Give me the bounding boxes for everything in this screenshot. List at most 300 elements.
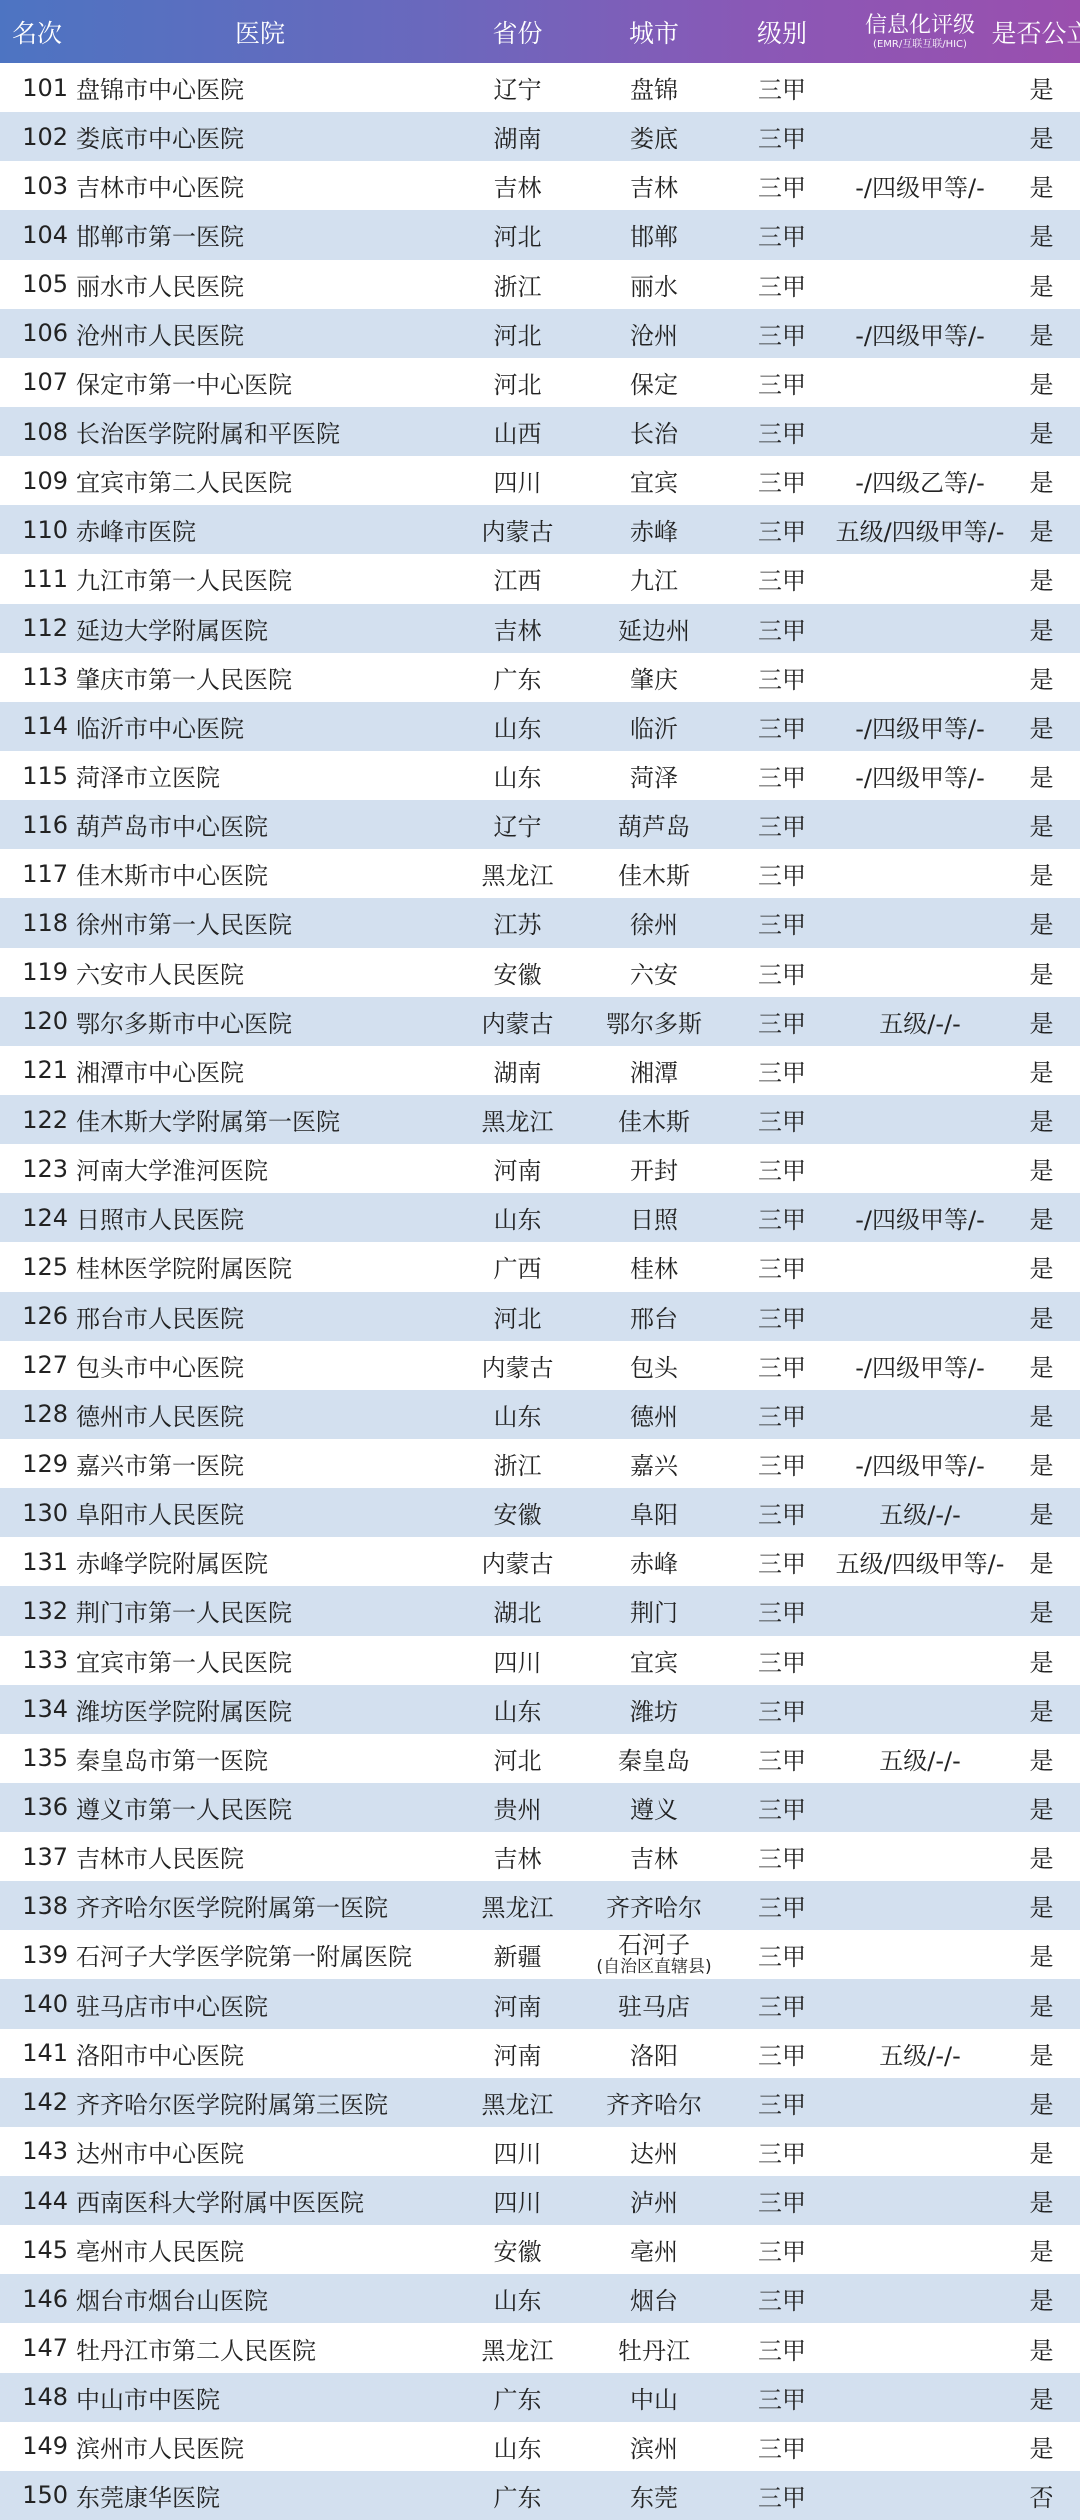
table-row [0,260,1080,309]
rank-cell: 112 [22,614,68,643]
info-rating-cell [841,800,991,849]
hospital-cell: 亳州市人民医院 [76,2238,244,2267]
province-cell: 内蒙古 [481,518,554,547]
table-body [0,63,1080,2520]
hospital-cell: 葫芦岛市中心医院 [76,813,268,842]
table-row [0,1390,1080,1439]
city-cell: 遵义 [630,1795,678,1824]
public-cell: 是 [1029,420,1054,449]
public-cell: 是 [1029,1402,1054,1431]
city-cell: 洛阳 [630,2041,678,2070]
city-cell: 宜宾 [630,469,678,498]
level-cell: 三甲 [758,518,806,547]
info-rating-cell [841,1292,991,1341]
city-cell: 湘潭 [630,1058,678,1087]
hospital-cell: 丽水市人民医院 [76,272,244,301]
province-cell: 河北 [493,223,542,252]
level-cell: 三甲 [758,1992,806,2021]
city-main: 石河子 [618,1931,690,1960]
header-rank: 名次 [11,18,62,48]
hospital-cell: 盘锦市中心医院 [76,76,244,105]
province-cell: 山西 [493,420,542,449]
public-cell: 是 [1029,2041,1054,2070]
header-info-rating [841,0,991,63]
level-cell: 三甲 [758,2287,806,2316]
table-row [0,1439,1080,1488]
hospital-cell: 河南大学淮河医院 [76,1157,268,1186]
info-rating-cell: -/四级甲等/- [855,1206,985,1235]
city-cell: 德州 [630,1402,678,1431]
hospital-cell: 齐齐哈尔医学院附属第一医院 [76,1894,388,1923]
table-row [0,1292,1080,1341]
rank-cell: 135 [22,1744,68,1773]
level-cell: 三甲 [758,1255,806,1284]
city-cell: 九江 [630,567,678,596]
table-row [0,505,1080,554]
table-row [0,1095,1080,1144]
rank-cell: 118 [22,908,68,937]
city-cell: 秦皇岛 [618,1746,690,1775]
province-cell: 山东 [493,714,542,743]
info-rating-cell [841,1046,991,1095]
hospital-cell: 中山市中医院 [76,2385,220,2414]
province-cell: 内蒙古 [481,1550,554,1579]
hospital-cell: 荆门市第一人民医院 [76,1599,292,1628]
hospital-cell: 长治医学院附属和平医院 [76,420,340,449]
public-cell: 是 [1029,616,1054,645]
public-cell: 是 [1029,272,1054,301]
province-cell: 湖南 [493,125,542,154]
public-cell: 是 [1029,2189,1054,2218]
public-cell: 是 [1029,2090,1054,2119]
public-cell: 是 [1029,469,1054,498]
table-row [0,2127,1080,2176]
info-rating-cell [841,112,991,161]
hospital-cell: 包头市中心医院 [76,1353,244,1382]
hospital-cell: 鄂尔多斯市中心医院 [76,1009,292,1038]
table-row [0,1881,1080,1930]
public-cell: 是 [1029,714,1054,743]
level-cell: 三甲 [758,2189,806,2218]
table-row [0,2029,1080,2078]
level-cell: 三甲 [758,960,806,989]
hospital-cell: 潍坊医学院附属医院 [76,1697,292,1726]
rank-cell: 131 [22,1547,68,1576]
public-cell: 是 [1029,665,1054,694]
info-rating-cell [841,2373,991,2422]
level-cell: 三甲 [758,76,806,105]
info-rating-cell [841,2225,991,2274]
province-cell: 内蒙古 [481,1009,554,1038]
info-rating-cell [841,1979,991,2028]
province-cell: 新疆 [493,1943,542,1972]
level-cell: 三甲 [758,1009,806,1038]
header-hospital: 医院 [234,18,285,48]
city-cell: 临沂 [630,714,678,743]
hospital-cell: 临沂市中心医院 [76,714,244,743]
public-cell: 是 [1029,862,1054,891]
rank-cell: 148 [22,2383,68,2412]
province-cell: 山东 [493,1402,542,1431]
level-cell: 三甲 [758,2041,806,2070]
city-cell: 佳木斯 [618,1108,690,1137]
level-cell: 三甲 [758,370,806,399]
hospital-cell: 嘉兴市第一医院 [76,1452,244,1480]
rank-cell: 149 [22,2432,68,2461]
level-cell: 三甲 [758,1550,806,1579]
hospital-cell: 宜宾市第二人民医院 [76,469,292,498]
hospital-cell: 保定市第一中心医院 [76,370,292,399]
public-cell: 是 [1029,125,1054,154]
province-cell: 浙江 [493,1452,542,1480]
province-cell: 黑龙江 [481,2090,554,2119]
info-rating-cell: -/四级甲等/- [855,321,985,350]
table-row [0,898,1080,947]
public-cell: 是 [1029,1255,1054,1284]
info-rating-cell [841,1881,991,1930]
rank-cell: 109 [22,466,68,495]
city-cell: 徐州 [630,911,678,940]
hospital-cell: 赤峰市医院 [76,518,196,547]
level-cell: 三甲 [758,1648,806,1677]
info-rating-cell [841,604,991,653]
table-row [0,702,1080,751]
table-row [0,997,1080,1046]
province-cell: 广东 [493,2385,542,2414]
city-cell: 泸州 [630,2189,678,2218]
rank-cell: 125 [22,1252,68,1281]
rank-cell: 110 [22,515,68,544]
rank-cell: 104 [22,220,68,249]
hospital-cell: 东莞康华医院 [76,2483,220,2512]
hospital-cell: 滨州市人民医院 [76,2434,244,2463]
table-row [0,2323,1080,2372]
info-rating-cell [841,948,991,997]
table-row [0,751,1080,800]
level-cell: 三甲 [758,420,806,449]
table-row [0,1242,1080,1291]
level-cell: 三甲 [758,714,806,743]
city-cell: 桂林 [630,1255,678,1284]
hospital-cell: 娄底市中心医院 [76,125,244,154]
rank-cell: 146 [22,2284,68,2313]
city-cell: 丽水 [630,272,678,301]
rank-cell: 127 [22,1351,68,1380]
rank-cell: 133 [22,1646,68,1675]
info-rating-cell [841,1783,991,1832]
info-rating-cell [841,1095,991,1144]
info-rating-cell [841,849,991,898]
city-cell: 鄂尔多斯 [606,1009,702,1038]
province-cell: 四川 [493,1648,542,1677]
level-cell: 三甲 [758,665,806,694]
info-rating-cell: 五级/-/- [879,1501,961,1530]
public-cell: 是 [1029,1108,1054,1137]
rank-cell: 150 [22,2481,68,2510]
rank-cell: 142 [22,2088,68,2117]
city-cell: 荆门 [630,1599,678,1628]
table-row [0,1193,1080,1242]
public-cell: 是 [1029,1058,1054,1087]
province-cell: 山东 [493,2434,542,2463]
level-cell: 三甲 [758,174,806,203]
info-rating-cell: -/四级甲等/- [855,174,985,203]
hospital-cell: 吉林市中心医院 [76,174,244,203]
table-row [0,1488,1080,1537]
province-cell: 辽宁 [493,76,542,105]
hospital-cell: 佳木斯大学附属第一医院 [76,1108,340,1137]
info-rating-cell [841,1144,991,1193]
level-cell: 三甲 [758,1501,806,1530]
public-cell: 是 [1029,1009,1054,1038]
hospital-cell: 六安市人民医院 [76,960,244,989]
rank-cell: 132 [22,1596,68,1625]
rank-cell: 126 [22,1302,68,1331]
province-cell: 黑龙江 [481,1894,554,1923]
table-row [0,604,1080,653]
level-cell: 三甲 [758,1943,806,1972]
province-cell: 广西 [493,1255,542,1284]
rank-cell: 119 [22,958,68,987]
info-rating-cell [841,1685,991,1734]
level-cell: 三甲 [758,2238,806,2267]
province-cell: 安徽 [493,2238,542,2267]
level-cell: 三甲 [758,1452,806,1480]
table-row [0,653,1080,702]
rank-cell: 103 [22,171,68,200]
public-cell: 是 [1029,1845,1054,1874]
info-rating-cell [841,2422,991,2471]
province-cell: 湖南 [493,1058,542,1087]
table-row [0,554,1080,603]
province-cell: 贵州 [493,1795,542,1824]
public-cell: 是 [1029,813,1054,842]
hospital-cell: 延边大学附属医院 [76,616,268,645]
city-cell: 东莞 [630,2483,678,2512]
level-cell: 三甲 [758,813,806,842]
rank-cell: 114 [22,712,68,741]
public-cell: 是 [1029,2434,1054,2463]
rank-cell: 111 [22,564,68,593]
city-cell: 六安 [630,960,678,989]
level-cell: 三甲 [758,1206,806,1235]
city-cell: 肇庆 [630,665,678,694]
level-cell: 三甲 [758,2090,806,2119]
province-cell: 黑龙江 [481,1108,554,1137]
city-cell: 邯郸 [630,223,678,252]
hospital-cell: 邢台市人民医院 [76,1304,244,1333]
hospital-cell: 齐齐哈尔医学院附属第三医院 [76,2090,388,2119]
city-cell: 吉林 [630,174,678,203]
table-row [0,358,1080,407]
rank-cell: 123 [22,1154,68,1183]
public-cell: 是 [1029,2336,1054,2365]
province-cell: 河北 [493,321,542,350]
table-row [0,948,1080,997]
city-cell: 阜阳 [630,1501,678,1530]
public-cell: 是 [1029,1157,1054,1186]
info-rating-cell [841,358,991,407]
public-cell: 是 [1029,1746,1054,1775]
public-cell: 是 [1029,1206,1054,1235]
info-rating-cell [841,1242,991,1291]
hospital-cell: 洛阳市中心医院 [76,2041,244,2070]
public-cell: 是 [1029,370,1054,399]
header-public: 是否公立 [991,18,1092,48]
province-cell: 安徽 [493,960,542,989]
hospital-cell: 石河子大学医学院第一附属医院 [76,1943,412,1972]
level-cell: 三甲 [758,1795,806,1824]
rank-cell: 136 [22,1793,68,1822]
public-cell: 否 [1029,2483,1054,2512]
info-rating-cell [841,1586,991,1635]
level-cell: 三甲 [758,321,806,350]
table-row [0,1636,1080,1685]
table-row [0,1586,1080,1635]
province-cell: 山东 [493,764,542,793]
public-cell: 是 [1029,764,1054,793]
province-cell: 河南 [493,2041,542,2070]
province-cell: 辽宁 [493,813,542,842]
public-cell: 是 [1029,2139,1054,2168]
province-cell: 河北 [493,1304,542,1333]
city-cell: 邢台 [630,1304,678,1333]
level-cell: 三甲 [758,616,806,645]
city-cell: 吉林 [630,1845,678,1874]
level-cell: 三甲 [758,2483,806,2512]
city-cell: 中山 [630,2385,678,2414]
province-cell: 江西 [493,567,542,596]
public-cell: 是 [1029,76,1054,105]
province-cell: 山东 [493,2287,542,2316]
info-rating-cell: -/四级甲等/- [855,764,985,793]
province-cell: 吉林 [493,174,542,203]
city-cell: 娄底 [630,125,678,154]
table-row [0,456,1080,505]
city-cell: 亳州 [630,2238,678,2267]
table-row [0,1144,1080,1193]
public-cell: 是 [1029,518,1054,547]
city-cell: 包头 [630,1353,678,1382]
city-cell: 延边州 [618,616,690,645]
rank-cell: 108 [22,417,68,446]
table-row [0,1537,1080,1586]
level-cell: 三甲 [758,2139,806,2168]
level-cell: 三甲 [758,2434,806,2463]
hospital-cell: 阜阳市人民医院 [76,1501,244,1530]
province-cell: 内蒙古 [481,1353,554,1382]
hospital-cell: 烟台市烟台山医院 [76,2287,268,2316]
public-cell: 是 [1029,1599,1054,1628]
info-rating-cell [841,1832,991,1881]
city-cell: 菏泽 [630,764,678,793]
info-rating-cell: -/四级甲等/- [855,714,985,743]
public-cell: 是 [1029,911,1054,940]
table-row [0,2176,1080,2225]
info-rating-cell [841,1390,991,1439]
table-row [0,2225,1080,2274]
hospital-cell: 肇庆市第一人民医院 [76,665,292,694]
hospital-cell: 德州市人民医院 [76,1402,244,1431]
rank-cell: 116 [22,810,68,839]
city-cell: 长治 [630,420,678,449]
city-cell: 嘉兴 [630,1452,678,1480]
public-cell: 是 [1029,2238,1054,2267]
header-info-title: 信息化评级 [864,12,975,38]
public-cell: 是 [1029,2287,1054,2316]
table-row [0,2274,1080,2323]
hospital-cell: 沧州市人民医院 [76,321,244,350]
info-rating-cell [841,1930,991,1979]
hospital-cell: 邯郸市第一医院 [76,223,244,252]
info-rating-cell [841,210,991,259]
level-cell: 三甲 [758,1697,806,1726]
city-cell [585,1930,723,1979]
rank-cell: 115 [22,761,68,790]
hospital-cell: 秦皇岛市第一医院 [76,1746,268,1775]
province-cell: 吉林 [493,1845,542,1874]
rank-cell: 121 [22,1056,68,1085]
level-cell: 三甲 [758,1157,806,1186]
rank-cell: 137 [22,1842,68,1871]
public-cell: 是 [1029,1501,1054,1530]
city-cell: 潍坊 [630,1697,678,1726]
province-cell: 四川 [493,469,542,498]
info-rating-cell [841,1636,991,1685]
level-cell: 三甲 [758,862,806,891]
province-cell: 广东 [493,2483,542,2512]
header-info-subtitle: (EMR/互联互联/HIC) [873,38,967,50]
city-sub: (自治区直辖县) [596,1956,712,1977]
public-cell: 是 [1029,567,1054,596]
level-cell: 三甲 [758,1304,806,1333]
city-cell: 牡丹江 [618,2336,690,2365]
hospital-cell: 赤峰学院附属医院 [76,1550,268,1579]
table-row [0,1734,1080,1783]
table-row [0,2471,1080,2520]
public-cell: 是 [1029,2385,1054,2414]
public-cell: 是 [1029,960,1054,989]
public-cell: 是 [1029,223,1054,252]
level-cell: 三甲 [758,1845,806,1874]
table-row [0,210,1080,259]
level-cell: 三甲 [758,1894,806,1923]
rank-cell: 141 [22,2039,68,2068]
info-rating-cell [841,554,991,603]
public-cell: 是 [1029,174,1054,203]
table-row [0,309,1080,358]
public-cell: 是 [1029,1550,1054,1579]
info-rating-cell [841,898,991,947]
hospital-cell: 湘潭市中心医院 [76,1058,244,1087]
info-rating-cell [841,653,991,702]
info-rating-cell: 五级/-/- [879,1009,961,1038]
info-rating-cell [841,2274,991,2323]
rank-cell: 130 [22,1498,68,1527]
rank-cell: 120 [22,1007,68,1036]
rank-cell: 105 [22,270,68,299]
public-cell: 是 [1029,1304,1054,1333]
city-cell: 沧州 [630,321,678,350]
header-level: 级别 [756,18,807,48]
city-cell: 开封 [630,1157,678,1186]
province-cell: 河南 [493,1992,542,2021]
hospital-cell: 驻马店市中心医院 [76,1992,268,2021]
table-row [0,63,1080,112]
rank-cell: 113 [22,663,68,692]
hospital-cell: 遵义市第一人民医院 [76,1795,292,1824]
hospital-cell: 徐州市第一人民医院 [76,911,292,940]
